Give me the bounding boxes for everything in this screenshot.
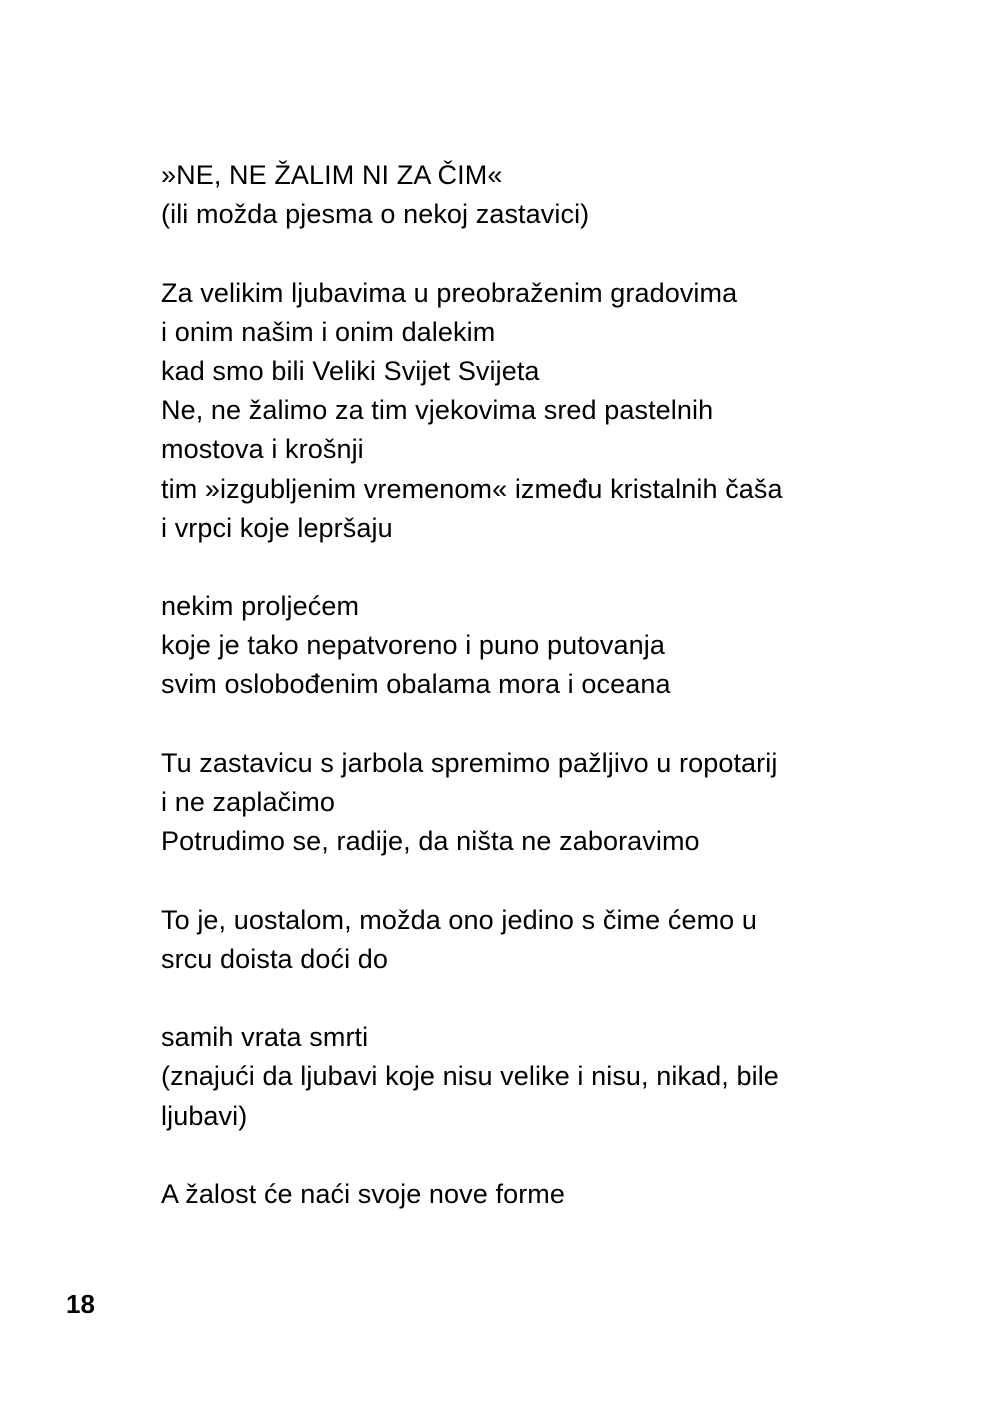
poem-line: To je, uostalom, možda ono jedino s čime ćemo u (161, 904, 757, 935)
poem-line: ljubavi) (161, 1100, 248, 1131)
poem-line: Tu zastavicu s jarbola spremimo pažljivo u ropotarij (161, 747, 778, 778)
stanza-break (161, 548, 881, 587)
stanza-2 (161, 587, 881, 705)
stanza-6 (161, 1175, 881, 1214)
poem-subtitle: (ili možda pjesma o nekoj zastavici) (161, 199, 590, 230)
poem-line: mostova i krošnji (161, 434, 364, 465)
poem (161, 156, 881, 1214)
stanza-break (161, 705, 881, 744)
stanza-4 (161, 901, 881, 979)
poem-line: srcu doista doći do (161, 943, 389, 974)
poem-line: A žalost će naći svoje nove forme (161, 1178, 566, 1209)
poem-line: Potrudimo se, radije, da ništa ne zaboravimo (161, 826, 700, 857)
poem-line: svim oslobođenim obalama mora i oceana (161, 669, 671, 700)
stanza-3 (161, 744, 881, 862)
stanza-break (161, 861, 881, 900)
poem-line: i ne zaplačimo (161, 787, 335, 817)
poem-line: Za velikim ljubavima u preobraženim gradovima (161, 277, 738, 308)
stanza-1 (161, 274, 881, 548)
poem-line: i vrpci koje lepršaju (161, 512, 393, 543)
poem-line: Ne, ne žalimo za tim vjekovima sred pastelnih (161, 395, 714, 426)
poem-title: »NE, NE ŽALIM NI ZA ČIM« (161, 160, 503, 190)
page-number: 18 (66, 1289, 95, 1319)
stanza-break (161, 234, 881, 273)
stanza-5 (161, 1018, 881, 1136)
stanza-break (161, 979, 881, 1018)
poem-line: (znajući da ljubavi koje nisu velike i nisu, nikad, bile (161, 1061, 779, 1092)
poem-line: koje je tako nepatvoreno i puno putovanja (161, 630, 665, 661)
poem-line: tim »izgubljenim vremenom« između kristalnih čaša (161, 473, 783, 504)
poem-line: nekim proljećem (161, 591, 360, 622)
poem-line: i onim našim i onim dalekim (161, 316, 496, 347)
poem-line: kad smo bili Veliki Svijet Svijeta (161, 355, 540, 386)
stanza-break (161, 1136, 881, 1175)
poem-line: samih vrata smrti (161, 1022, 369, 1053)
